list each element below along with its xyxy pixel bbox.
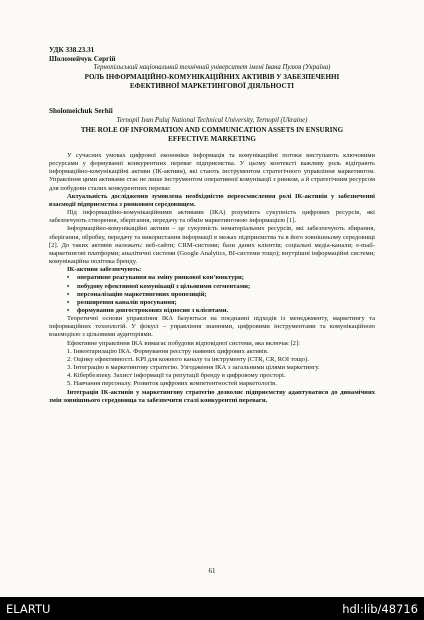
paragraph-relevance: Актуальність дослідження зумовлена необхідністю переосмислення ролі ІК-активів у забезпеченні взаємодії підприємства з ринковим середовищем. <box>49 192 375 208</box>
article-body <box>49 152 375 405</box>
list-item: • побудову ефективної комунікації з цільовими сегментами; <box>67 283 375 291</box>
numbered-item: 5. Навчання персоналу. Розвиток цифрових компетентностей маркетологів. <box>67 380 277 388</box>
affiliation-en: Ternopil Ivan Puluj National Technical University, Ternopil (Ukraine) <box>116 117 308 124</box>
affiliation-ua: Тернопільський національний технічний університет імені Івана Пулюя (Україна) <box>93 64 331 71</box>
udk-code: УДК 338.23.31 <box>49 46 95 54</box>
numbered-item: 1. Інвентаризацію ІКА. Формування реєстру наявних цифрових активів. <box>67 347 269 355</box>
list-item: • персоналізацію маркетингових пропозицій; <box>67 291 375 299</box>
handle-link[interactable]: hdl:lib/48716 <box>342 602 418 616</box>
numbered-item: 4. Кібербезпеку. Захист інформації та репутації бренду в цифровому просторі. <box>67 372 286 380</box>
author-ua: Шоломейчук Сергій <box>49 55 116 63</box>
repository-footer <box>0 597 424 620</box>
title-en-line-2: EFFECTIVE MARKETING <box>168 135 256 143</box>
title-ua-line-2: ЕФЕКТИВНОЇ МАРКЕТИНГОВОЇ ДІЯЛЬНОСТІ <box>129 82 295 90</box>
paragraph-system: Ефективне управління ІКА вимагає побудови відповідної системи, яка включає [2]: <box>67 339 300 347</box>
list-intro: ІК-активи забезпечують: <box>67 266 142 274</box>
benefits-list <box>49 274 375 315</box>
system-steps-list <box>49 348 375 389</box>
numbered-item: 2. Оцінку ефективності. KPI для кожного каналу та інструменту (CTR, CR, ROI тощо). <box>67 355 309 363</box>
paragraph-assets: Інформаційно-комунікаційні активи – це сукупність нематеріальних ресурсів, які забезпечують збирання, зберігання, обробку, передачу та використання інформації в межах підприємства та в його зовнішньому середовищі [2]. До таких активів належать: веб-сайти; CRM-системи; бази даних клієнтів; соціальні медіа-канали; e-mail-маркетингові платформи; аналітичні системи (Google Analytics, BI-системи тощо); внутрішні інформаційні системи; комунікаційна політика бренду. <box>49 225 375 266</box>
title-en-line-1: THE ROLE OF INFORMATION AND COMMUNICATION ASSETS IN ENSURING <box>80 126 344 134</box>
paragraph-theory: Теоретичні основи управління ІКА базуються на поєднанні підходів із менеджменту, маркетингу та інформаційних технологій. У фокусі – управління знаннями, цифровими інструментами та комунікаційною взаємодією з цільовими аудиторіями. <box>49 315 375 339</box>
list-item: • формування довгострокових відносин з клієнтами. <box>67 307 375 315</box>
paragraph-conclusion: Інтеграція ІК-активів у маркетингову стратегію дозволяє підприємству адаптуватися до динамічних змін зовнішнього середовища та забезпечити сталі конкурентні переваги. <box>49 388 375 404</box>
numbered-item: 3. Інтеграцію в маркетингову стратегію. Узгодження ІКА з загальними цілями маркетингу. <box>67 364 320 372</box>
paragraph-intro: У сучасних умовах цифрової економіки інформація та комунікаційні потоки виступають ключовими ресурсами у формуванні конкурентних переваг підприємства. У цьому контексті важливу роль відіграють інформаційно-комунікаційні активи (ІК-активи), які стають інструментом стратегічного управління маркетингом. Управління цими активами стає не лише інструментом оперативної комунікації з ринком, а й стратегічним ресурсом для побудови сталих конкурентних переваг. <box>49 152 375 192</box>
list-item: • розширення каналів просування; <box>67 299 375 307</box>
paragraph-definition: Під інформаційно-комунікаційними активами (ІКА) розуміють сукупність цифрових ресурсів, які забезпечують створення, зберігання, передачу та обмін маркетинговою інформацією [1]. <box>49 209 375 225</box>
list-item: • оперативне реагування на зміну ринкової кон’юнктури; <box>67 274 375 282</box>
title-ua-line-1: РОЛЬ ІНФОРМАЦІЙНО-КОМУНІКАЦІЙНИХ АКТИВІВ У ЗАБЕЗПЕЧЕННІ <box>84 73 340 81</box>
page-number: 61 <box>208 567 216 575</box>
repository-name: ELARTU <box>6 602 51 616</box>
author-en: Sholomeichuk Serhii <box>49 107 113 115</box>
